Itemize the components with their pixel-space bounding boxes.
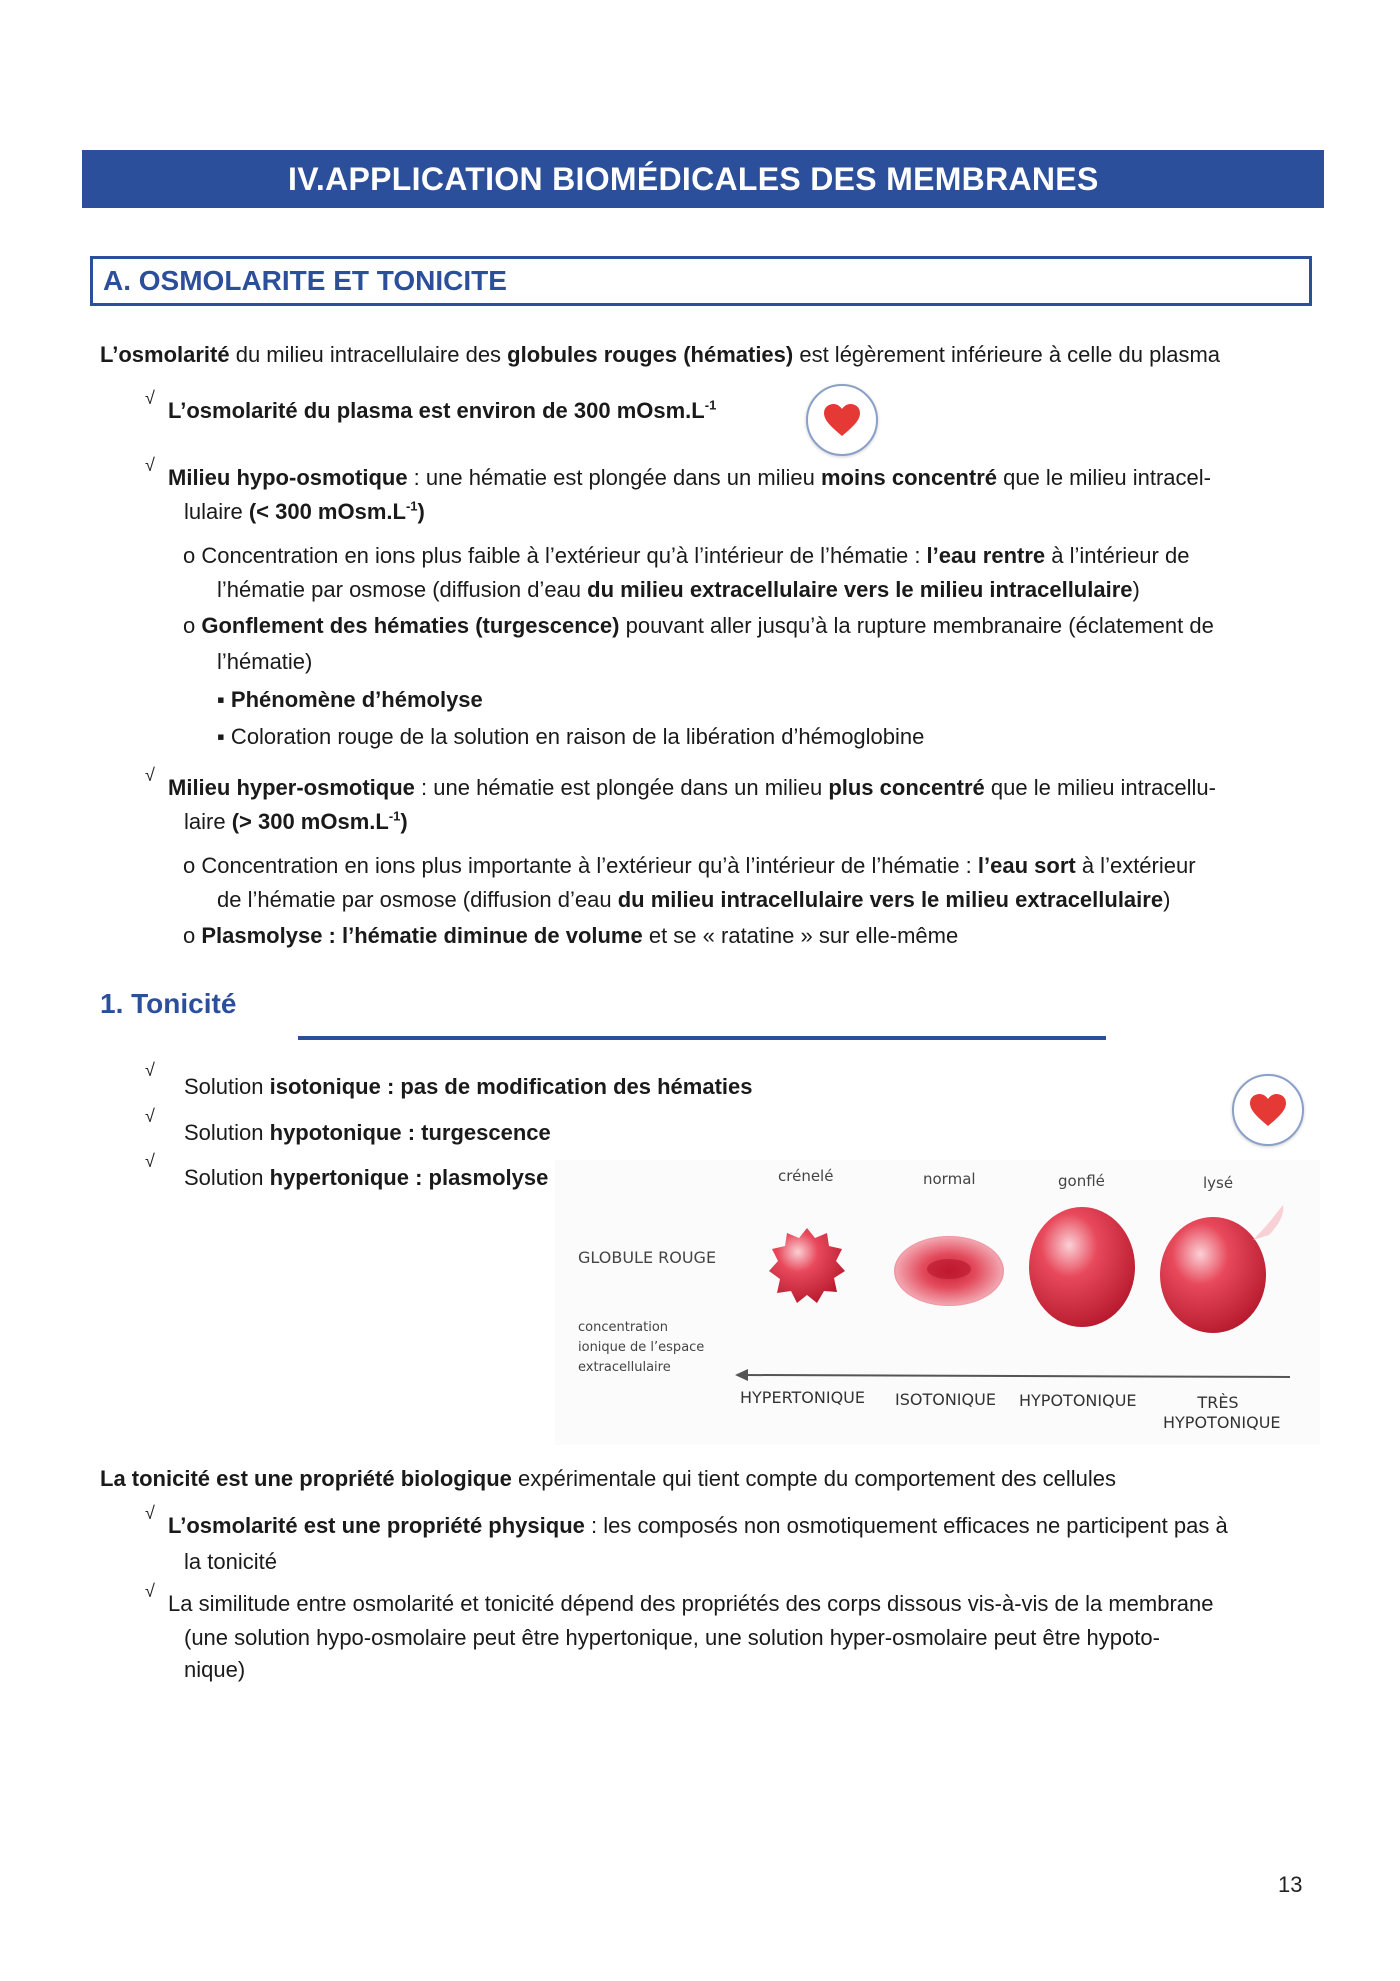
heading-rule <box>298 1036 1106 1040</box>
osmolarity-physical-line1: L’osmolarité est une propriété physique : les composés non osmotiquement efficaces ne participent pas à <box>168 1513 1228 1538</box>
figure-left-title: GLOBULE ROUGE <box>578 1248 717 1267</box>
coloration-point: ▪ Coloration rouge de la solution en raison de la libération d’hémoglobine <box>217 724 925 749</box>
hypo-osmotic-line1: Milieu hypo-osmotique : une hématie est plongée dans un milieu moins concentré que le milieu intracel- <box>168 465 1211 490</box>
caption-hypotonique: HYPOTONIQUE <box>1019 1391 1137 1410</box>
tonicity-item-hypotonic: Solution hypotonique : turgescence <box>184 1120 551 1145</box>
plasma-osmolarity: L’osmolarité du plasma est environ de 300 $mOsm.L^{-1}$ <box>168 397 717 423</box>
hypo-osmotic-line2: lulaire (< 300 $mOsm.L^{-1}$) <box>184 498 425 524</box>
plasmolysis-point: o Plasmolyse : l’hématie diminue de volume et se « ratatine » sur elle-même <box>183 923 959 948</box>
similarity-line1: La similitude entre osmolarité et tonicité dépend des propriétés des corps dissous vis-à-vis de la membrane <box>168 1591 1214 1616</box>
label-crenele: crénelé <box>778 1167 834 1185</box>
hypo-point-1-line2: l’hématie par osmose (diffusion d’eau du milieu extracellulaire vers le milieu intracellulaire) <box>217 577 1140 602</box>
check-mark: √ <box>145 388 155 408</box>
section-title: A. OSMOLARITE ET TONICITE <box>103 265 507 296</box>
hemolysis-point: ▪ Phénomène d’hémolyse <box>217 687 483 712</box>
osmolarity-physical-line2: la tonicité <box>184 1549 277 1574</box>
similarity-line3: nique) <box>184 1657 246 1682</box>
label-normal: normal <box>923 1170 976 1188</box>
page-number: 13 <box>1278 1872 1303 1897</box>
check-mark: √ <box>145 765 155 785</box>
label-lyse: lysé <box>1203 1174 1234 1192</box>
hypo-point-2: o Gonflement des hématies (turgescence) pouvant aller jusqu’à la rupture membranaire (éclatement de <box>183 613 1214 638</box>
check-mark: √ <box>145 1106 155 1126</box>
hypo-point-2-line2: l’hématie) <box>217 649 313 674</box>
crenated-cell <box>769 1228 845 1303</box>
swollen-cell <box>1029 1207 1135 1327</box>
gradient-arrow <box>745 1375 1290 1377</box>
hypo-point-1: o Concentration en ions plus faible à l’extérieur qu’à l’intérieur de l’hématie : l’eau rentre à l’intérieur de <box>183 543 1190 568</box>
heart-icon <box>1248 1092 1288 1128</box>
hyper-osmotic-line1: Milieu hyper-osmotique : une hématie est plongée dans un milieu plus concentré que le milieu intracellu- <box>168 775 1216 800</box>
red-blood-cell-figure <box>555 1160 1320 1445</box>
check-mark: √ <box>145 455 155 475</box>
label-gonfle: gonflé <box>1058 1172 1105 1190</box>
check-mark: √ <box>145 1060 155 1080</box>
tonicity-item-hypertonic: Solution hypertonique : plasmolyse <box>184 1165 549 1190</box>
chapter-title-band <box>82 150 1324 208</box>
caption-isotonique: ISOTONIQUE <box>895 1390 996 1409</box>
similarity-line2: (une solution hypo-osmolaire peut être hypertonique, une solution hyper-osmolaire peut être hypoto- <box>184 1625 1160 1650</box>
check-mark: √ <box>145 1581 155 1601</box>
hyper-point-1: o Concentration en ions plus importante à l’extérieur qu’à l’intérieur de l’hématie : l’eau sort à l’extérieur <box>183 853 1196 878</box>
hyper-point-1-line2: de l’hématie par osmose (diffusion d’eau du milieu intracellulaire vers le milieu extracellulaire) <box>217 887 1171 912</box>
hyper-osmotic-line2: laire (> 300 $mOsm.L^{-1}$) <box>184 808 408 834</box>
arrow-head <box>735 1369 748 1381</box>
normal-cell <box>894 1236 1004 1306</box>
chapter-title: IV.APPLICATION BIOMÉDICALES DES MEMBRANES <box>288 160 1099 197</box>
check-mark: √ <box>145 1503 155 1523</box>
intro-paragraph: L’osmolarité du milieu intracellulaire des globules rouges (hématies) est légèrement inférieure à celle du plasma <box>100 342 1221 367</box>
heart-button[interactable] <box>1232 1074 1304 1146</box>
heart-button[interactable] <box>806 384 878 456</box>
tonicity-heading: 1. Tonicité <box>100 988 237 1019</box>
caption-hypertonique: HYPERTONIQUE <box>740 1388 865 1407</box>
lysed-cell <box>1160 1205 1283 1333</box>
caption-tres-hypotonique: TRÈS HYPOTONIQUE <box>1163 1393 1281 1432</box>
check-mark: √ <box>145 1151 155 1171</box>
section-title-box <box>90 256 1312 306</box>
tonicity-item-isotonic: Solution isotonique : pas de modification des hématies <box>184 1074 753 1099</box>
tonicity-definition: La tonicité est une propriété biologique expérimentale qui tient compte du comportement des cellules <box>100 1466 1117 1491</box>
figure-left-description: concentration ionique de l’espace extracellulaire <box>578 1320 705 1375</box>
heart-icon <box>822 402 862 438</box>
